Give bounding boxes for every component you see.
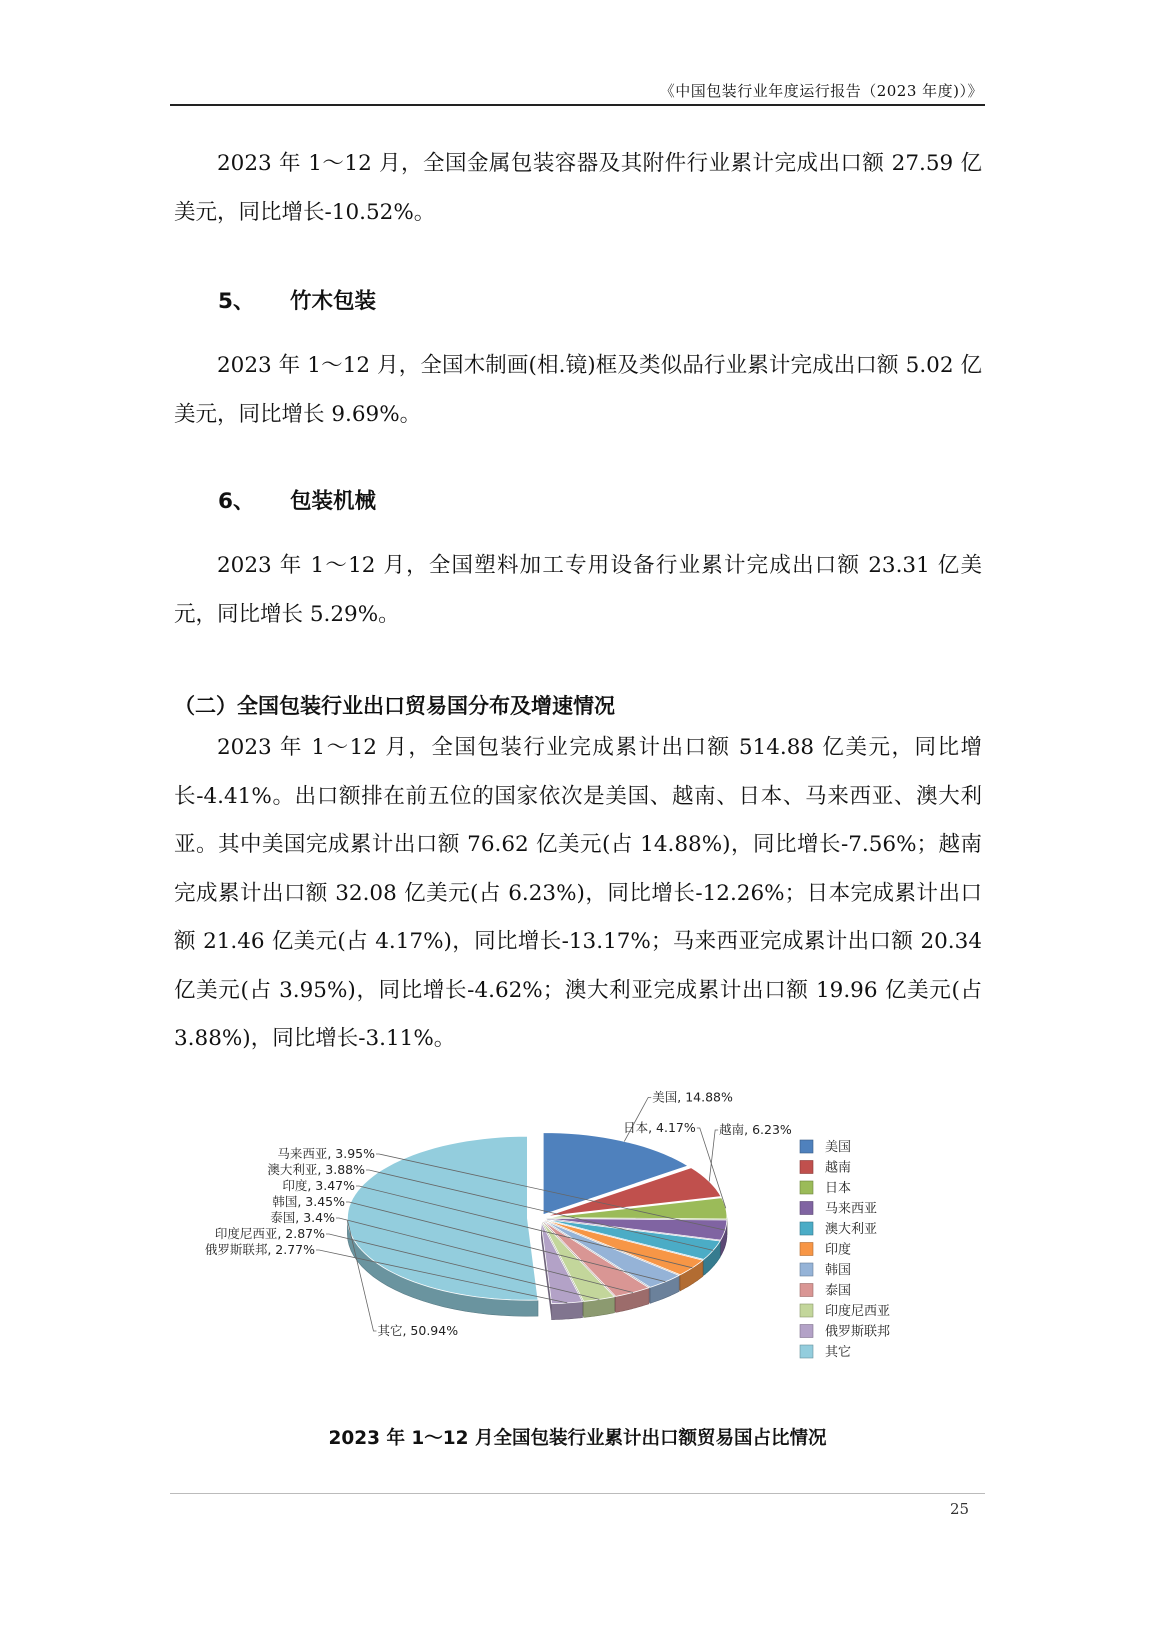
page-number: 25	[950, 1500, 970, 1518]
data-label-4: 澳大利亚, 3.88%	[267, 1162, 365, 1177]
legend-label-0: 美国	[825, 1140, 852, 1155]
legend-label-10: 其它	[825, 1345, 852, 1360]
legend-swatch-7	[800, 1284, 813, 1297]
legend-swatch-9	[800, 1325, 813, 1338]
data-label-6: 韩国, 3.45%	[272, 1194, 345, 1209]
legend-label-2: 日本	[825, 1181, 852, 1196]
legend-swatch-6	[800, 1263, 813, 1276]
legend-swatch-3	[800, 1202, 813, 1215]
pie-chart	[204, 1089, 965, 1395]
section-heading-bamboo-wood: 5、 竹木包装	[218, 289, 377, 314]
legend-label-5: 印度	[825, 1242, 852, 1258]
data-label-9: 俄罗斯联邦, 2.77%	[204, 1242, 315, 1257]
paragraph-plastic-equipment: 2023 年 1～12 月，全国塑料加工专用设备行业累计完成出口额 23.31 亿美元，同比增长 5.29%。	[174, 553, 982, 627]
data-label-3: 马来西亚, 3.95%	[277, 1146, 375, 1161]
legend-swatch-0	[800, 1140, 813, 1153]
leader-line-1	[709, 1130, 718, 1181]
legend-label-1: 越南	[825, 1160, 852, 1176]
legend-label-9: 俄罗斯联邦	[825, 1324, 891, 1340]
data-label-0: 美国, 14.88%	[652, 1089, 733, 1105]
legend-label-6: 韩国	[825, 1263, 852, 1278]
legend-swatch-5	[800, 1243, 813, 1256]
legend-label-8: 印度尼西亚	[825, 1304, 891, 1319]
footer-divider	[170, 1493, 985, 1494]
report-title: 《中国包装行业年度运行报告（2023 年度)）》	[659, 82, 983, 100]
paragraph-metal-packaging: 2023 年 1～12 月，全国金属包装容器及其附件行业累计完成出口额 27.59 亿美元，同比增长-10.52%。	[174, 151, 982, 225]
page-header	[170, 76, 985, 106]
legend-label-4: 澳大利亚	[825, 1222, 878, 1237]
chart-legend	[800, 1140, 890, 1360]
data-label-7: 泰国, 3.4%	[270, 1210, 335, 1225]
pie-slice-side-9	[552, 1302, 583, 1320]
paragraph-wood-frames: 2023 年 1～12 月，全国木制画(相.镜)框及类似品行业累计完成出口额 5.02 亿美元，同比增长 9.69%。	[174, 353, 982, 427]
data-label-8: 印度尼西亚, 2.87%	[214, 1226, 325, 1241]
section-heading-packaging-machinery: 6、 包装机械	[218, 489, 377, 514]
legend-label-3: 马来西亚	[825, 1201, 878, 1217]
paragraph-export-countries: 2023 年 1～12 月，全国包装行业完成累计出口额 514.88 亿美元，同比增长-4.41%。出口额排在前五位的国家依次是美国、越南、日本、马来西亚、澳大利亚。其中美国完成累计出口额 76.62 亿美元(占 14.88%)，同比增长-7.56%；越南完成累计出口额 32.08 亿美元(占 6.23%)，同比增长-12.26%；日本完成累计出口额 21.46 亿美元(占 4.17%)，同比增长-13.17%；马来西亚完成累计出口额 20.34 亿美元(占 3.95%)，同比增长-4.62%；澳大利亚完成累计出口额 19.96 亿美元(占 3.88%)，同比增长-3.11%。	[174, 735, 982, 1051]
data-label-2: 日本, 4.17%	[623, 1120, 696, 1135]
chart-caption: 2023 年 1～12 月全国包装行业累计出口额贸易国占比情况	[328, 1428, 827, 1449]
data-label-1: 越南, 6.23%	[719, 1122, 792, 1137]
legend-swatch-8	[800, 1304, 813, 1317]
legend-swatch-1	[800, 1161, 813, 1174]
data-label-5: 印度, 3.47%	[282, 1178, 355, 1193]
legend-swatch-4	[800, 1222, 813, 1235]
subsection-heading-export-countries: （二）全国包装行业出口贸易国分布及增速情况	[174, 694, 615, 718]
legend-swatch-2	[800, 1181, 813, 1194]
data-label-10: 其它, 50.94%	[377, 1323, 459, 1338]
legend-swatch-10	[800, 1345, 813, 1358]
legend-label-7: 泰国	[825, 1283, 852, 1299]
